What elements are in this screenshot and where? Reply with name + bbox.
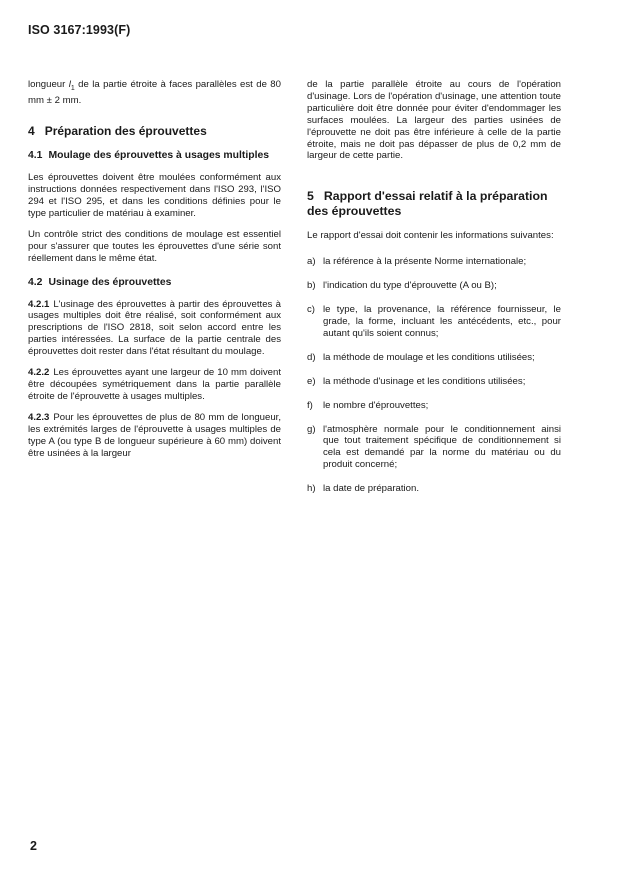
left-column (28, 79, 281, 468)
list-item: b) l'indication du type d'éprouvette (A ou B); (307, 280, 497, 292)
list-item: e) la méthode d'usinage et les conditions utilisées; (307, 375, 526, 387)
section-4-2-3-paragraph: 4.2.3 Pour les éprouvettes de plus de 80 mm de longueur, les extrémités larges de l'éprouvette à usages multiples de type A (ou type B de longueur supérieure à 60 mm) doivent être usinées à la largeur (28, 411, 281, 459)
section-5-intro: Le rapport d'essai doit contenir les informations suivantes: (307, 230, 554, 242)
length-symbol: $l_1$ (68, 79, 75, 92)
intro-paragraph: longueur $l_1$ de la partie étroite à faces parallèles est de 80 mm ± 2 mm. (28, 79, 281, 106)
section-5-heading: 5 Rapport d'essai relatif à la préparation des éprouvettes (307, 189, 548, 218)
section-4-1-paragraph-2: Un contrôle strict des conditions de moulage est essentiel pour s'assurer que toutes les éprouvettes d'une série sont réellement dans le même état. (28, 228, 281, 264)
page-number: 2 (30, 839, 37, 853)
list-item: c) le type, la provenance, la référence fournisseur, le grade, la forme, incluant les antécédents, etc., pour autant qu'ils soient connus; (307, 304, 561, 339)
section-4-heading: 4 Préparation des éprouvettes (28, 123, 207, 138)
list-item: g) l'atmosphère normale pour le conditionnement ainsi que tout traitement spécifique de conditionnement si cela est demandé par la norme du matériau ou du produit concerné; (307, 423, 561, 471)
section-4-2-1-paragraph: 4.2.1 L'usinage des éprouvettes à partir des éprouvettes à usages multiples doit être réalisé, soit conformément aux prescriptions de l'ISO 2818, soit selon accord entre les parties intéressées. La surface de la partie centrale des éprouvettes doit rester dans l'état résultant du moulage. (28, 298, 281, 358)
section-4-1-heading: 4.1 Moulage des éprouvettes à usages multiples (28, 150, 270, 162)
section-4-2-heading: 4.2 Usinage des éprouvettes (28, 276, 172, 288)
section-4-2-2-paragraph: 4.2.2 Les éprouvettes ayant une largeur de 10 mm doivent être découpées symétriquement dans la partie parallèle étroite de l'éprouvette à usages multiples. (28, 367, 281, 402)
list-item: f) le nombre d'éprouvettes; (307, 399, 429, 411)
list-item: h) la date de préparation. (307, 483, 420, 495)
document-header: ISO 3167:1993(F) (28, 23, 131, 37)
list-item: d) la méthode de moulage et les conditions utilisées; (307, 351, 535, 363)
report-items-list (307, 256, 561, 495)
section-4-1-paragraph-1: Les éprouvettes doivent être moulées conformément aux instructions données respectivement dans l'ISO 293, l'ISO 294 et l'ISO 295, et dans les conditions définies pour le type particulier de matériau à examiner. (28, 172, 281, 219)
right-column (307, 79, 561, 507)
continued-paragraph: de la partie parallèle étroite au cours de l'opération d'usinage. Lors de l'opération d'usinage, une attention toute particulière doit être donnée pour éviter d'endommager les surfaces moulées. La largeur des parties usinées de l'éprouvette ne doit pas être inférieure à celle de la partie étroite, mais ne doit pas dépasser de plus de 0,2 mm de largeur de cette partie. (307, 79, 561, 162)
list-item: a) la référence à la présente Norme internationale; (307, 256, 527, 268)
